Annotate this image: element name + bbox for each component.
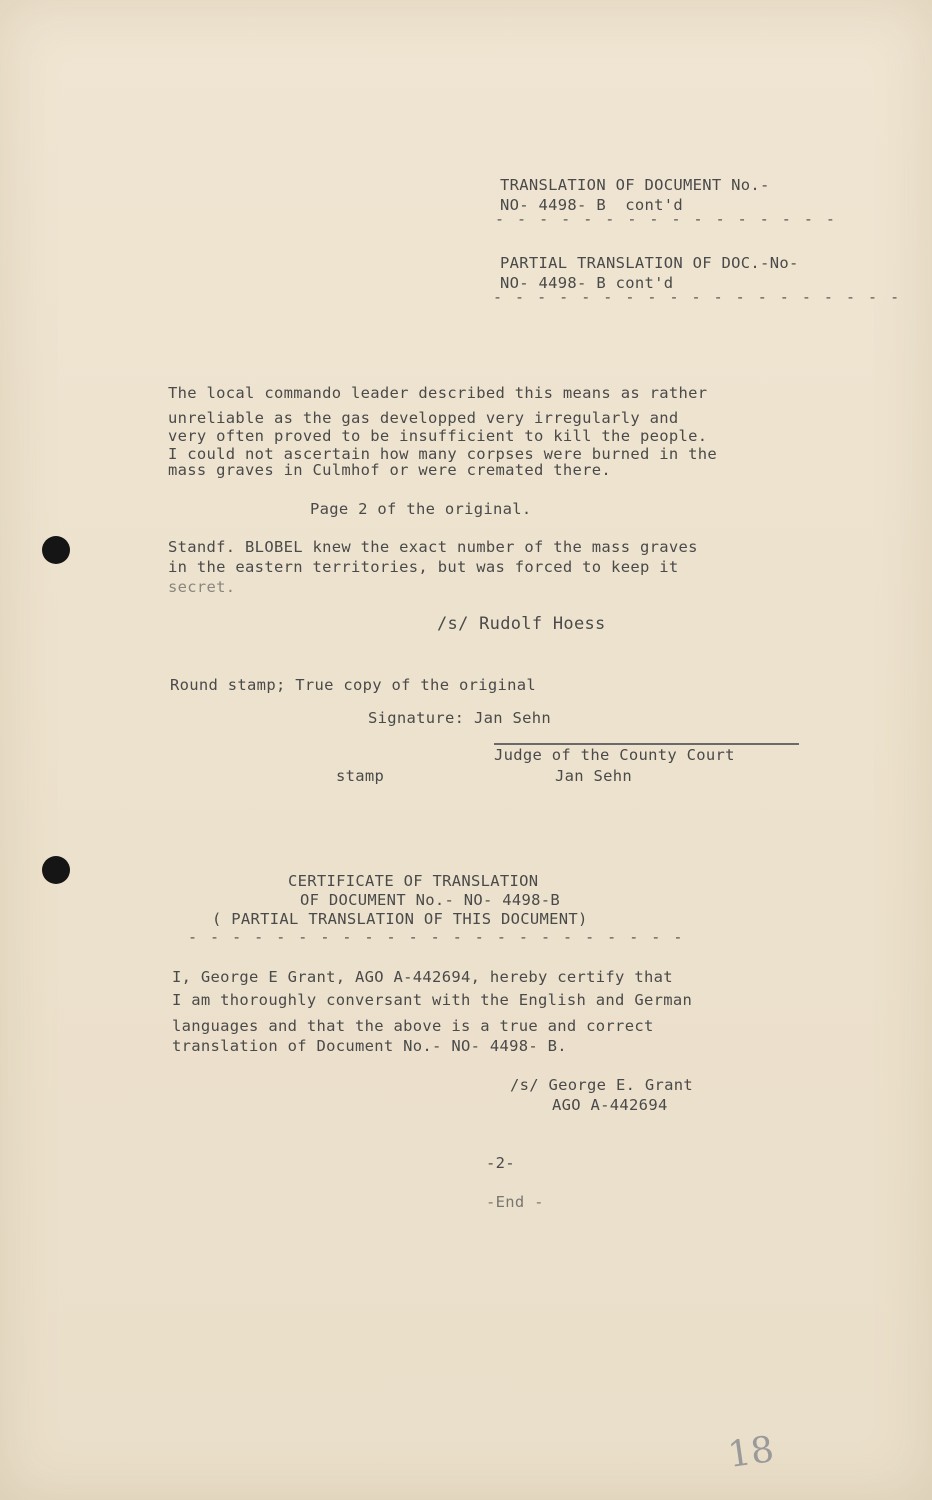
certificate-title-3: ( PARTIAL TRANSLATION OF THIS DOCUMENT)	[212, 910, 588, 928]
signature-line: Signature: Jan Sehn	[368, 709, 552, 727]
certificate-line: translation of Document No.- NO- 4498- B.	[172, 1037, 567, 1055]
hoess-signature: /s/ Rudolf Hoess	[437, 614, 606, 634]
body-line: secret.	[168, 578, 236, 596]
punch-hole-top	[42, 536, 70, 564]
stamp-line: Round stamp; True copy of the original	[170, 676, 537, 694]
certificate-divider: - - - - - - - - - - - - - - - - - - - - - - -	[188, 928, 685, 946]
body-line: mass graves in Culmhof or were cremated there.	[168, 461, 612, 479]
certificate-title-1: CERTIFICATE OF TRANSLATION	[288, 872, 539, 890]
body-line: in the eastern territories, but was forced to keep it	[168, 558, 679, 576]
header-line-4: NO- 4498- B cont'd	[500, 274, 674, 292]
certificate-line: I am thoroughly conversant with the English and German	[172, 991, 693, 1009]
pencil-page-mark: 18	[725, 1429, 777, 1476]
page-number: -2-	[486, 1154, 515, 1172]
certificate-line: I, George E Grant, AGO A-442694, hereby certify that	[172, 968, 673, 986]
punch-hole-bottom	[42, 856, 70, 884]
certificate-title-2: OF DOCUMENT No.- NO- 4498-B	[300, 891, 561, 909]
body-line: I could not ascertain how many corpses were burned in the	[168, 445, 718, 463]
header-line-1: TRANSLATION OF DOCUMENT No.-	[500, 176, 770, 194]
body-line: Standf. BLOBEL knew the exact number of the mass graves	[168, 538, 698, 556]
page-note: Page 2 of the original.	[310, 500, 532, 518]
stamp-label: stamp	[336, 767, 385, 785]
end-marker: -End -	[486, 1193, 544, 1211]
header-divider-2: - - - - - - - - - - - - - - - - - - -	[493, 288, 902, 306]
body-line: The local commando leader described this means as rather	[168, 384, 708, 402]
judge-signature-rule	[494, 743, 799, 745]
header-line-3: PARTIAL TRANSLATION OF DOC.-No-	[500, 254, 799, 272]
body-line: unreliable as the gas developped very irregularly and	[168, 409, 679, 427]
judge-name: Jan Sehn	[555, 767, 633, 785]
body-line: very often proved to be insufficient to kill the people.	[168, 427, 708, 445]
translator-signature: /s/ George E. Grant	[510, 1076, 694, 1094]
header-divider-1: - - - - - - - - - - - - - - - -	[495, 210, 837, 228]
certificate-line: languages and that the above is a true and correct	[172, 1017, 654, 1035]
header-line-2: NO- 4498- B cont'd	[500, 196, 684, 214]
translator-id: AGO A-442694	[552, 1096, 668, 1114]
judge-title: Judge of the County Court	[494, 746, 735, 764]
